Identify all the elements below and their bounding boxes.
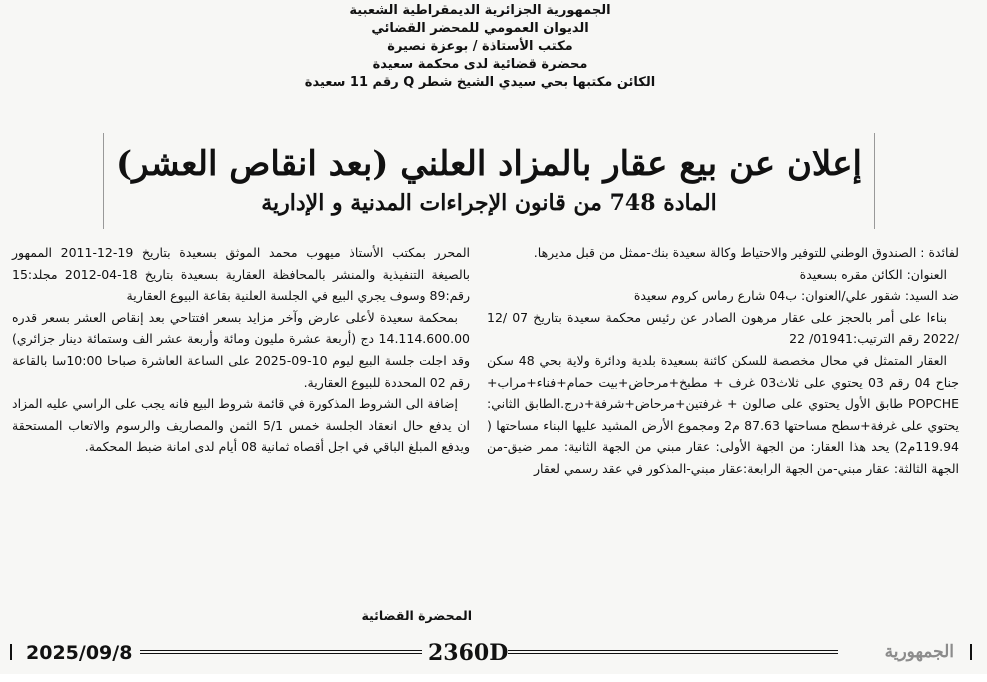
title-box <box>103 133 875 229</box>
footer-newspaper-brand: الجمهورية <box>884 642 954 662</box>
page-footer <box>10 640 972 666</box>
property-description: العقار المتمثل في محال مخصصة للسكن كائنة بسعيدة بلدية ودائرة ولاية بحي 48 سكن جناح 04 رقم 03 يحتوي على ثلاث03 غرف + مطبخ+مرحاض+بيت حمام+فناء+مراب+ POPCHE طابق الأول يحتوي على صالون + غرفتين+مرحاض+شرفة+درج.الطابق الثاني: يحتوي على غرفة+سطح مساحتها 87.63 م2 ومجموع الأرض المشيد عليها البناء مساحتها ( 119.94م2) يحد هذا العقار: من الجهة الأولى: عقار مبني من الجهة الثانية: ممر ضيق-من الجهة الثالثة: عقار مبني-من الجهة الرابعة:عقار مبني-المذكور في عقد رسمي لعقار <box>487 352 960 476</box>
header-bailiff-name: مكتب الأستاذة / بوعزة نصيرة <box>387 39 573 54</box>
bailiff-signature: المحضرة القضائية <box>361 608 472 623</box>
bailiff-header <box>180 2 780 92</box>
header-office: الديوان العمومي للمحضر القضائي <box>371 21 589 36</box>
announcement-title: إعلان عن بيع عقار بالمزاد العلني (بعد انقاص العشر) <box>116 144 862 184</box>
header-address: الكائن مكتبها بحي سيدي الشيخ شطر Q رقم 11 سعيدة <box>304 75 656 90</box>
auction-price-paragraph: بمحكمة سعيدة لأعلى عارض وآخر مزايد بسعر افتتاحي بعد إنقاص العشر بسعر قدره 14.114.600.00 دج (أربعة عشرة مليون ومائة وأربعة عشر الف وستمائة دينار جزائري) وقد اجلت جلسة البيع ليوم 10-09-2025 على الساعة العاشرة صباحا 10:00سا بالقاعة رقم 02 المحددة للبيوع العقارية. <box>12 309 470 390</box>
seizure-order-paragraph: بناءا على أمر بالحجز على عقار مرهون الصادر عن رئيس محكمة سعيدة بتاريخ 07 /12 /2022 رقم الترتيب:01941/ 22 <box>487 309 959 347</box>
deed-paragraph: المحرر بمكتب الأستاذ ميهوب محمد الموثق بسعيدة بتاريخ 19-12-2011 الممهور بالصيغة التنفيذية والمنشر بالمحافظة العقارية بسعيدة بتاريخ 18-04-2012 مجلد:15 رقم:89 وسوف يجري البيع في الجلسة العلنية بقاعة البيوع العقارية <box>12 245 470 304</box>
footer-right-edge <box>970 644 972 660</box>
footer-issue-number: 2360D <box>428 640 509 666</box>
footer-rule-right <box>508 650 838 654</box>
footer-rule-left <box>140 650 422 654</box>
right-column <box>487 242 959 480</box>
header-republic: الجمهورية الجزائرية الديمقراطية الشعبية <box>349 3 611 18</box>
defendant-paragraph: ضد السيد: شقور علي/العنوان: ب04 شارع رماس كروم سعيدة <box>633 288 959 304</box>
left-column <box>12 242 470 458</box>
footer-date: 2025/09/8 <box>26 642 133 664</box>
beneficiary-paragraph: لفائدة : الصندوق الوطني للتوفير والاحتياط وكالة سعيدة بنك-ممثل من قبل مديرها. <box>533 245 959 260</box>
footer-left-edge <box>10 644 12 660</box>
beneficiary-address: العنوان: الكائن مقره بسعيدة <box>799 266 947 282</box>
bottom-strip <box>0 674 987 682</box>
announcement-subtitle: المادة 748 من قانون الإجراءات المدنية و الإدارية <box>261 190 717 216</box>
header-court: محضرة قضائية لدى محكمة سعيدة <box>372 57 588 72</box>
payment-conditions-paragraph: إضافة الى الشروط المذكورة في قائمة شروط البيع فانه يجب على الراسي عليه المزاد ان يدفع حال انعقاد الجلسة خمس 5/1 الثمن والمصاريف والرسوم والاتعاب المستحقة ويدفع المبلغ الباقي في اجل أقصاه ثمانية 08 أيام لدى امانة ضبط المحكمة. <box>12 396 470 455</box>
